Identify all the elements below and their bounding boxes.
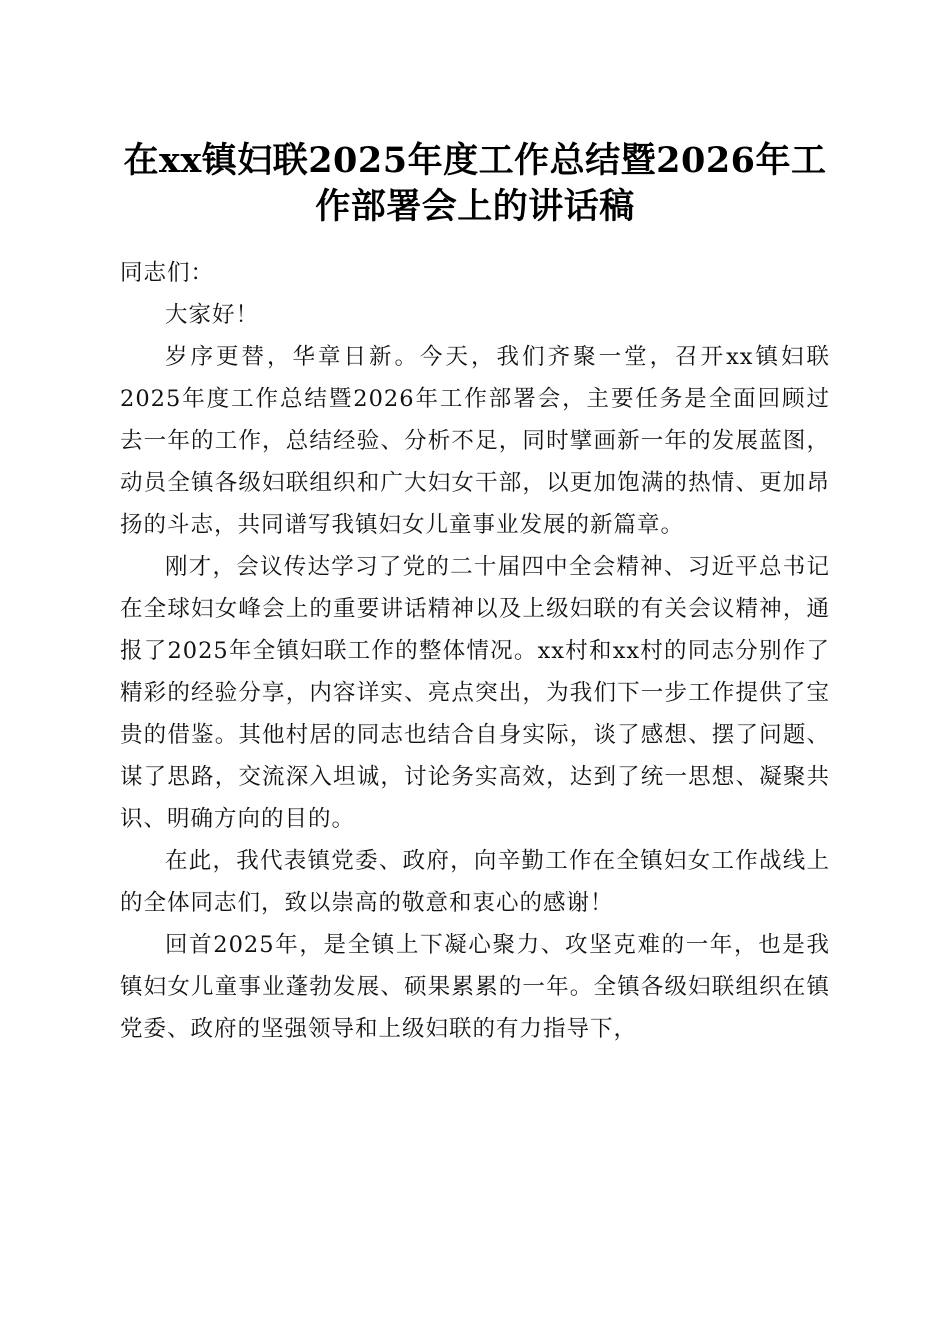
document-body <box>120 252 830 1050</box>
title-line-1: 在xx镇妇联2025年度工作总结暨2026年工 <box>123 140 827 181</box>
body-paragraph: 岁序更替，华章日新。今天，我们齐聚一堂，召开xx镇妇联2025年度工作总结暨2026年工作部署会，主要任务是全面回顾过去一年的工作，总结经验、分析不足，同时擘画新一年的发展蓝图，动员全镇各级妇联组织和广大妇女干部，以更加饱满的热情、更加昂扬的斗志，共同谱写我镇妇女儿童事业发展的新篇章。 <box>120 344 830 538</box>
title-line-2: 作部署会上的讲话稿 <box>315 186 635 227</box>
body-paragraph: 回首2025年，是全镇上下凝心聚力、攻坚克难的一年，也是我镇妇女儿童事业蓬勃发展、硕果累累的一年。全镇各级妇联组织在镇党委、政府的坚强领导和上级妇联的有力指导下， <box>120 932 830 1042</box>
body-paragraph: 刚才，会议传达学习了党的二十届四中全会精神、习近平总书记在全球妇女峰会上的重要讲话精神以及上级妇联的有关会议精神，通报了2025年全镇妇联工作的整体情况。xx村和xx村的同志分别作了精彩的经验分享，内容详实、亮点突出，为我们下一步工作提供了宝贵的借鉴。其他村居的同志也结合自身实际，谈了感想、摆了问题、谋了思路，交流深入坦诚，讨论务实高效，达到了统一思想、凝聚共识、明确方向的目的。 <box>120 554 830 832</box>
body-paragraph: 在此，我代表镇党委、政府，向辛勤工作在全镇妇女工作战线上的全体同志们，致以崇高的敬意和衷心的感谢！ <box>120 848 830 916</box>
greeting-paragraph: 大家好！ <box>165 302 260 328</box>
document-title <box>100 138 850 230</box>
salutation: 同志们： <box>120 260 215 286</box>
